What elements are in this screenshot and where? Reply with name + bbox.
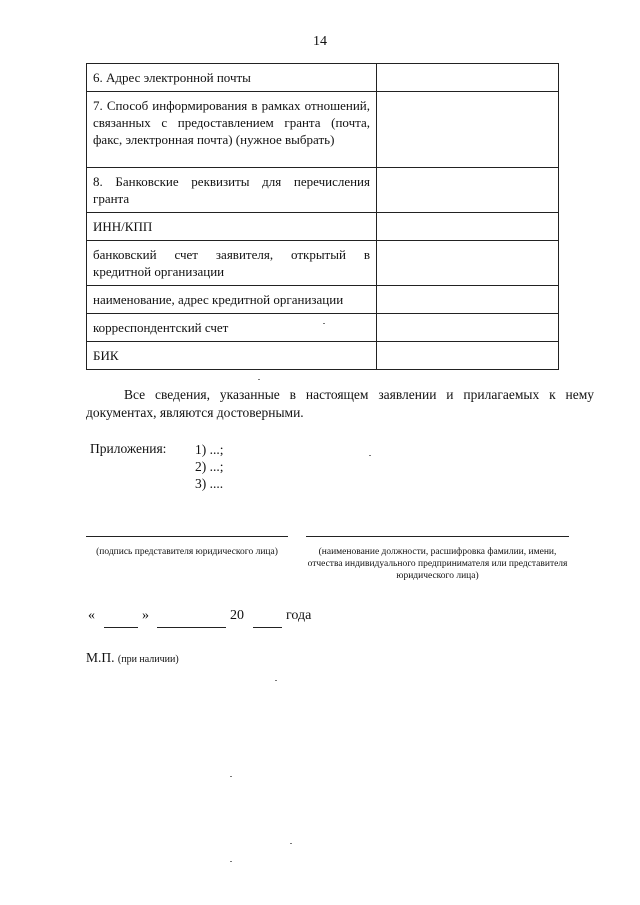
row-value-bank-account[interactable] (377, 241, 559, 286)
attachment-item: 2) ...; (195, 459, 224, 474)
row-value-info-method[interactable] (377, 92, 559, 168)
name-position-line[interactable] (306, 536, 569, 537)
scan-speck (290, 843, 292, 844)
table-row (87, 286, 559, 314)
date-line (0, 608, 640, 634)
month-blank[interactable] (157, 627, 226, 628)
name-position-caption: (наименование должности, расшифровка фамилии, имени, отчества индивидуального предпринимателя или представителя юридического лица) (307, 547, 568, 581)
signature-line[interactable] (86, 536, 288, 537)
table-row (87, 342, 559, 370)
row-label-corr-account: корреспондентский счет (87, 314, 377, 342)
table-row (87, 64, 559, 92)
row-value-bank-name[interactable] (377, 286, 559, 314)
attachments-list (195, 441, 224, 492)
row-value-inn-kpp[interactable] (377, 213, 559, 241)
row-label-info-method: 7. Способ информирования в рамках отношений, связанных с предоставлением гранта (почта, факс, электронная почта) (нужное выбрать) (87, 92, 377, 168)
stamp-note: (при наличии) (117, 654, 179, 665)
stamp-placeholder (86, 650, 179, 666)
table-row (87, 241, 559, 286)
row-value-bank-details[interactable] (377, 168, 559, 213)
row-value-bik[interactable] (377, 342, 559, 370)
scan-speck (230, 776, 232, 777)
row-value-corr-account[interactable] (377, 314, 559, 342)
table-row (87, 92, 559, 168)
row-label-bank-details: 8. Банковские реквизиты для перечисления гранта (87, 168, 377, 213)
page-number: 14 (313, 34, 327, 49)
day-blank[interactable] (104, 627, 138, 628)
table-row (87, 213, 559, 241)
statement-paragraph: Все сведения, указанные в настоящем заявлении и прилагаемых к нему документах, являются достоверными. (86, 387, 594, 420)
table-row (87, 314, 559, 342)
row-label-bank-account: банковский счет заявителя, открытый в кредитной организации (87, 241, 377, 286)
row-label-inn-kpp: ИНН/КПП (87, 213, 377, 241)
date-century: 20 (230, 608, 244, 623)
stamp-label: М.П. (86, 650, 115, 665)
date-close-quote: » (142, 608, 149, 623)
attachment-item: 1) ...; (195, 442, 224, 457)
row-label-email: 6. Адрес электронной почты (87, 64, 377, 92)
row-label-bik: БИК (87, 342, 377, 370)
row-label-bank-name: наименование, адрес кредитной организации (87, 286, 377, 314)
scan-speck (369, 455, 371, 456)
date-open-quote: « (88, 608, 95, 623)
scan-speck (258, 379, 260, 380)
attachments-label: Приложения: (90, 441, 167, 456)
scan-speck (275, 680, 277, 681)
signature-caption: (подпись представителя юридического лица) (96, 547, 278, 557)
date-suffix: года (286, 608, 312, 623)
scan-speck (323, 323, 325, 324)
year-blank[interactable] (253, 627, 282, 628)
row-value-email[interactable] (377, 64, 559, 92)
attachment-item: 3) .... (195, 476, 224, 491)
scan-speck (230, 861, 232, 862)
table-row (87, 168, 559, 213)
